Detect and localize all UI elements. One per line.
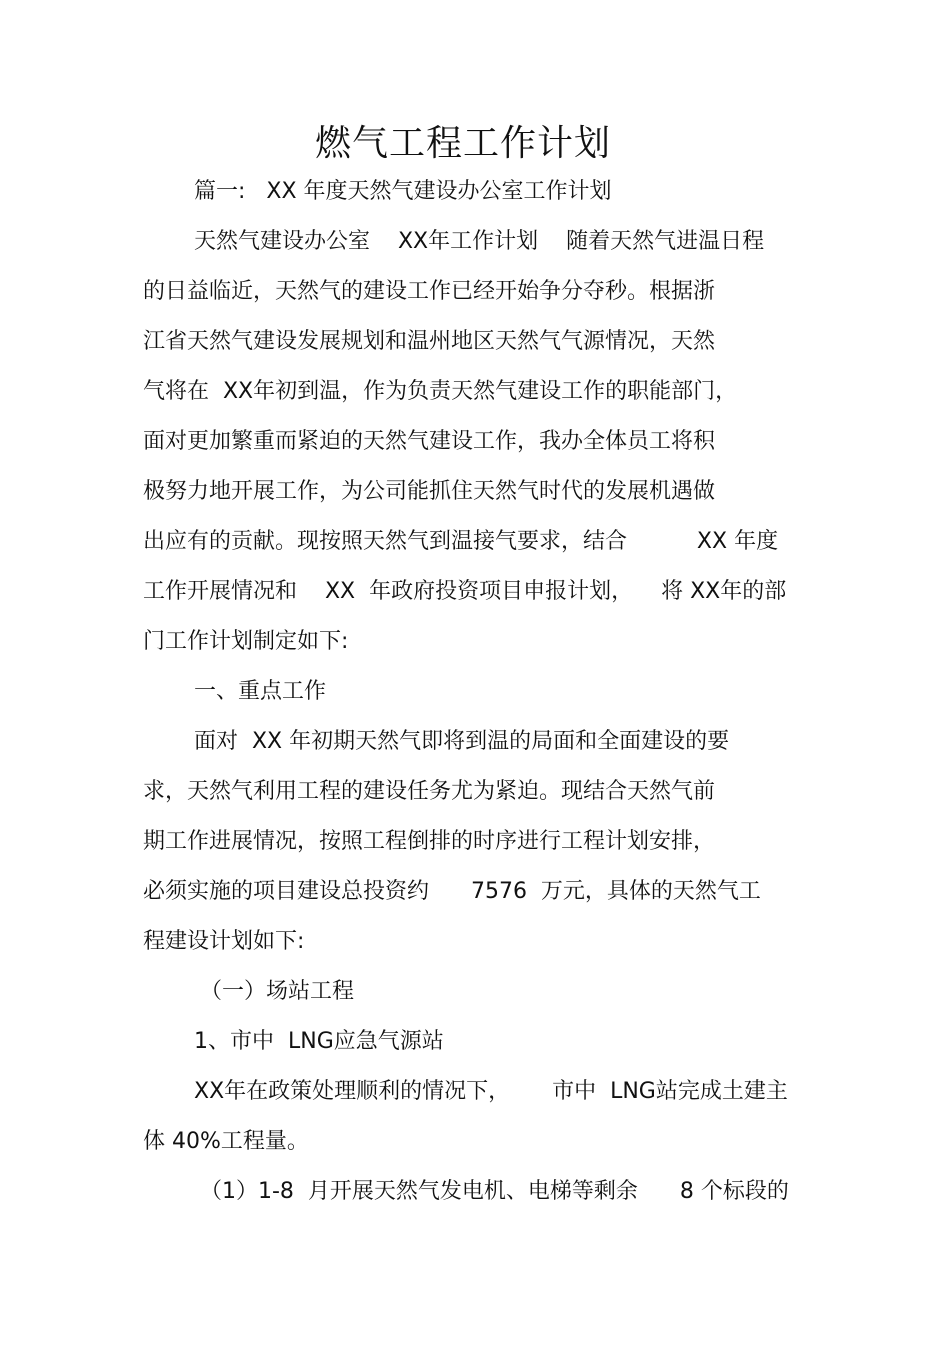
paragraph-line: 气将在 XX年初到温，作为负责天然气建设工作的职能部门， [143, 379, 738, 404]
paragraph-line: 江省天然气建设发展规划和温州地区天然气气源情况，天然 [143, 329, 716, 354]
paragraph-line: 的日益临近，天然气的建设工作已经开始争分夺秒。根据浙 [143, 279, 716, 304]
paragraph-line: 求，天然气利用工程的建设任务尤为紧迫。现结合天然气前 [143, 779, 716, 804]
paragraph-line: 出应有的贡献。现按照天然气到温接气要求，结合 XX 年度 [143, 529, 779, 554]
paragraph-line: 面对更加繁重而紧迫的天然气建设工作，我办全体员工将积 [143, 429, 716, 454]
section-heading: 一、重点工作 [194, 679, 327, 704]
paragraph-line: 天然气建设办公室 XX年工作计划 随着天然气进温日程 [194, 229, 765, 254]
subsection-heading: （一）场站工程 [200, 979, 355, 1004]
paragraph-line: 门工作计划制定如下: [143, 629, 349, 654]
paragraph-line-heading-1: 篇一: XX 年度天然气建设办公室工作计划 [194, 179, 612, 204]
paragraph-line: 程建设计划如下: [143, 929, 305, 954]
paragraph-line: 工作开展情况和 XX 年政府投资项目申报计划， 将 XX年的部 [143, 579, 787, 604]
paragraph-line: （1）1-8 月开展天然气发电机、电梯等剩余 8 个标段的 [200, 1179, 789, 1204]
paragraph-line: 必须实施的项目建设总投资约 7576 万元，具体的天然气工 [143, 879, 761, 904]
paragraph-line: 期工作进展情况，按照工程倒排的时序进行工程计划安排， [143, 829, 716, 854]
document-title: 燃气工程工作计划 [314, 123, 611, 164]
paragraph-line: 体 40%工程量。 [143, 1129, 309, 1154]
paragraph-line: 面对 XX 年初期天然气即将到温的局面和全面建设的要 [194, 729, 730, 754]
item-heading: 1、市中 LNG应急气源站 [194, 1029, 444, 1054]
paragraph-line: XX年在政策处理顺利的情况下， 市中 LNG站完成土建主 [194, 1079, 788, 1104]
paragraph-line: 极努力地开展工作，为公司能抓住天然气时代的发展机遇做 [143, 479, 716, 504]
